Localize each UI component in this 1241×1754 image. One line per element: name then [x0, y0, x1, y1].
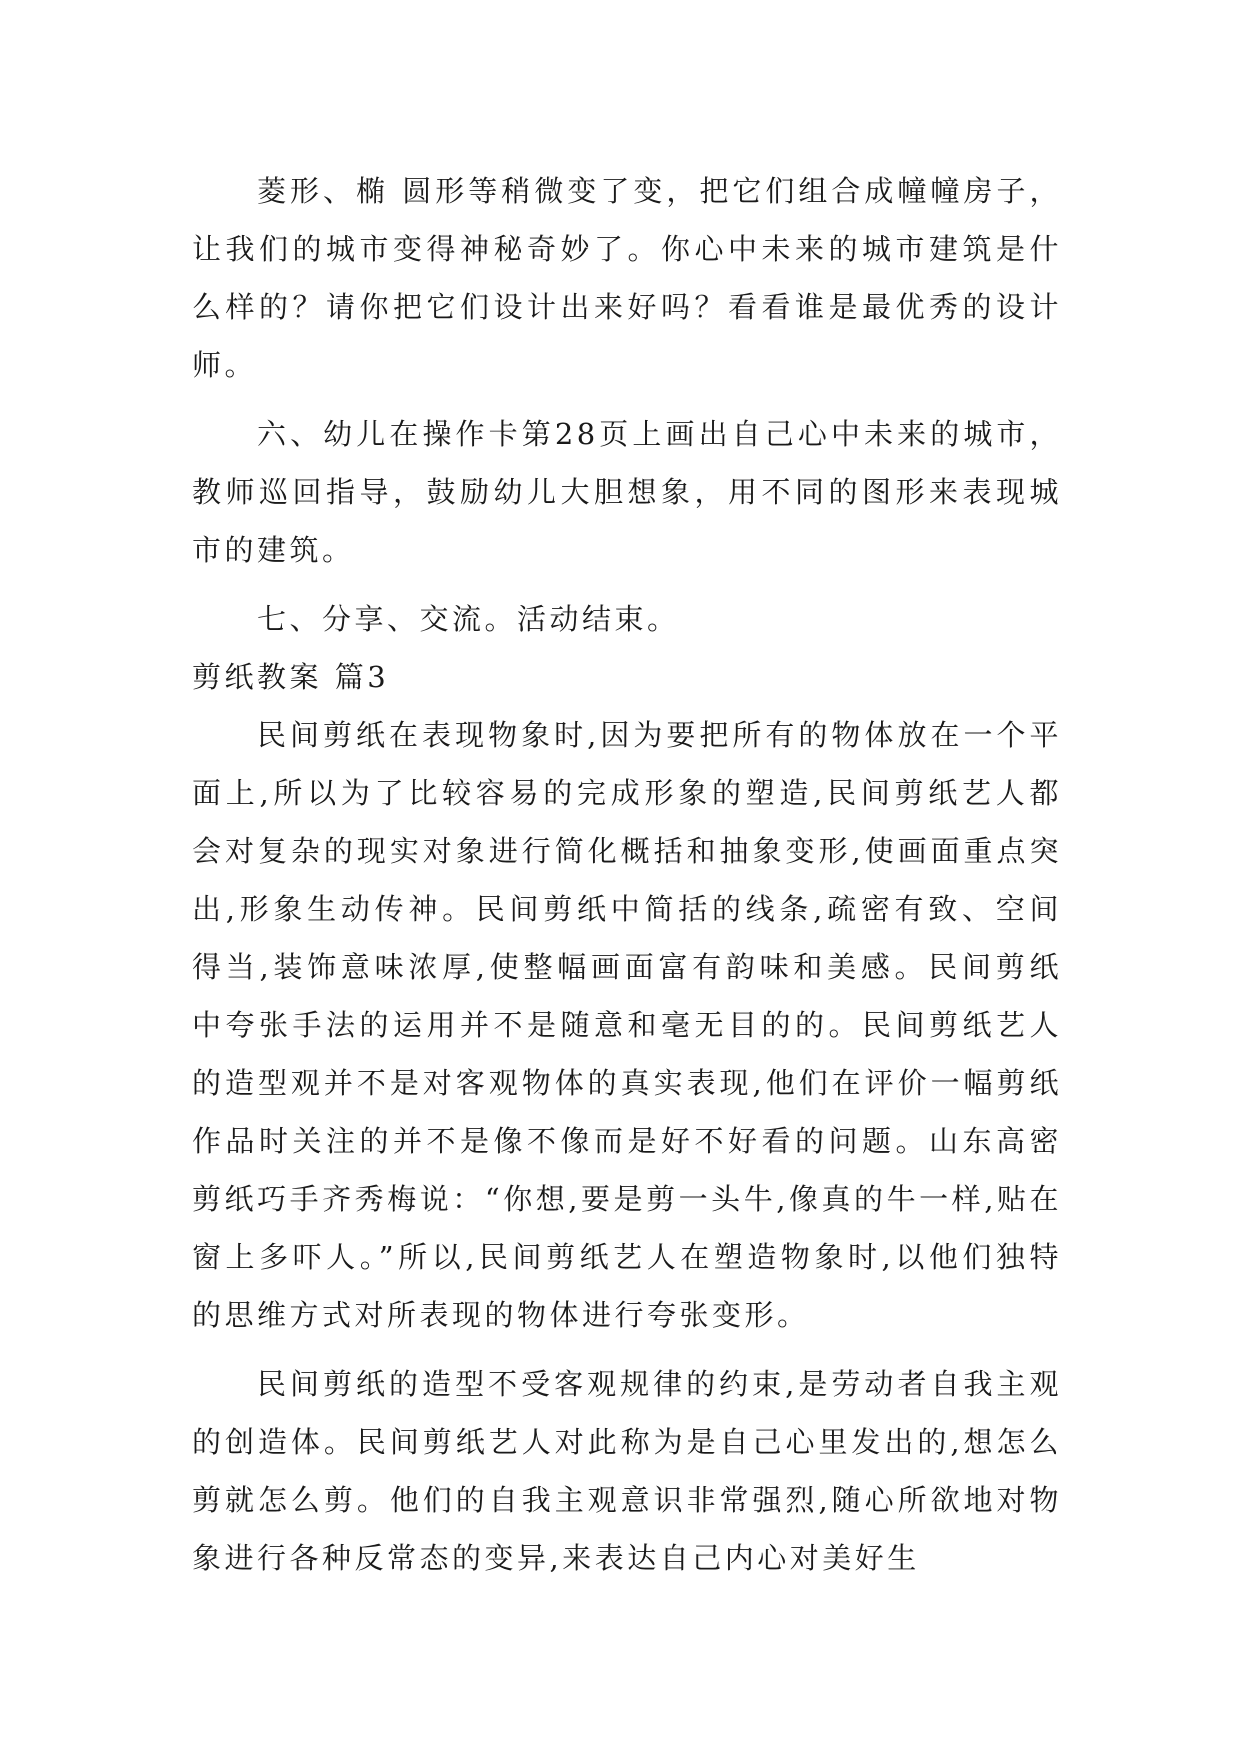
paragraph-paper-cutting-subjectivity: 民间剪纸的造型不受客观规律的约束,是劳动者自我主观的创造体。民间剪纸艺人对此称为是自己心里发出的,想怎么剪就怎么剪。他们的自我主观意识非常强烈,随心所欲地对物象进行各种反常态的变异,来表达自己内心对美好生 — [192, 1367, 1062, 1575]
section-heading: 剪纸教案 篇3 — [192, 660, 390, 694]
paragraph-step-six: 六、幼儿在操作卡第28页上画出自己心中未来的城市，教师巡回指导，鼓励幼儿大胆想象，用不同的图形来表现城市的建筑。 — [192, 417, 1062, 567]
paragraph-step-seven: 七、分享、交流。活动结束。 — [257, 602, 680, 636]
paragraph-future-city-design: 菱形、椭 圆形等稍微变了变，把它们组合成幢幢房子，让我们的城市变得神秘奇妙了。你心中未来的城市建筑是什么样的？请你把它们设计出来好吗？看看谁是最优秀的设计师。 — [192, 174, 1062, 382]
paragraph-paper-cutting-exaggeration: 民间剪纸在表现物象时,因为要把所有的物体放在一个平面上,所以为了比较容易的完成形象的塑造,民间剪纸艺人都会对复杂的现实对象进行简化概括和抽象变形,使画面重点突出,形象生动传神。民间剪纸中简括的线条,疏密有致、空间得当,装饰意味浓厚,使整幅画面富有韵味和美感。民间剪纸中夸张手法的运用并不是随意和毫无目的的。民间剪纸艺人的造型观并不是对客观物体的真实表现,他们在评价一幅剪纸作品时关注的并不是像不像而是好不好看的问题。山东高密剪纸巧手齐秀梅说：“你想,要是剪一头牛,像真的牛一样,贴在窗上多吓人。”所以,民间剪纸艺人在塑造物象时,以他们独特的思维方式对所表现的物体进行夸张变形。 — [192, 718, 1062, 1332]
document-body — [192, 162, 1062, 1587]
